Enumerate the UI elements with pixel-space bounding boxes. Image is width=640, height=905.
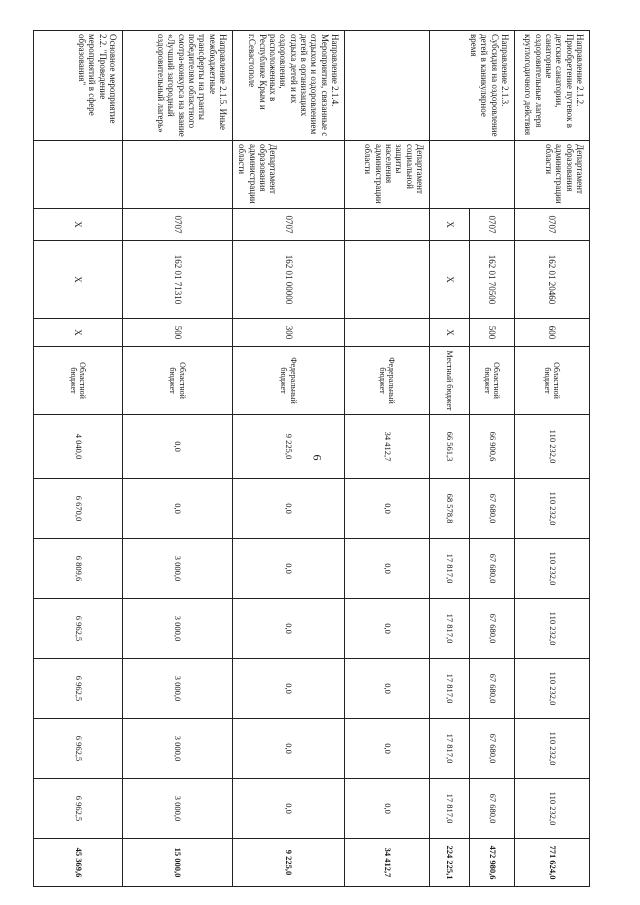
measure-name: Основное мероприятие 2.2. "Проведение мероприятий в сфере образования"	[34, 31, 123, 141]
grbs-code: 0707	[123, 209, 233, 241]
year-value: 3 000,0	[123, 599, 233, 659]
grbs-code: X	[430, 209, 470, 241]
csr-code: X	[430, 241, 470, 319]
measure-name: Направление 2.1.4. Мероприятия, связанные с отдыхом и оздоровлением детей в организациях отдыха детей и их оздоровления, расположенных в Республике Крым и г.Севастополе	[233, 31, 345, 141]
year-value: 6 809,6	[34, 539, 123, 599]
year-value: 0,0	[233, 539, 345, 599]
year-value: 0,0	[345, 599, 430, 659]
year-value: 0,0	[345, 719, 430, 779]
funding-source: Местный бюджет	[430, 347, 470, 415]
year-value: 0,0	[233, 659, 345, 719]
year-value: 110 232,0	[515, 479, 590, 539]
year-value: 6 962,5	[34, 659, 123, 719]
responsible-executor: Департамент образования администрации области	[515, 141, 590, 209]
year-value: 0,0	[345, 659, 430, 719]
year-value: 110 232,0	[515, 659, 590, 719]
year-value: 3 000,0	[123, 539, 233, 599]
responsible-executor: Департамент социальной защиты населения администрации области	[345, 141, 430, 209]
year-value: 0,0	[233, 779, 345, 839]
page-number: 6	[310, 454, 325, 461]
year-value: 110 232,0	[515, 415, 590, 479]
year-value: 67 680,0	[470, 599, 515, 659]
year-value: 0,0	[345, 539, 430, 599]
vr-code: X	[34, 319, 123, 347]
total-value: 9 225,0	[233, 839, 345, 887]
table-row	[345, 31, 430, 887]
year-value: 3 000,0	[123, 779, 233, 839]
funding-source: Областной бюджет	[123, 347, 233, 415]
program-funding-table	[33, 30, 590, 887]
year-value: 3 000,0	[123, 719, 233, 779]
year-value: 67 680,0	[470, 479, 515, 539]
responsible-executor: Департамент образования администрации области	[233, 141, 345, 209]
table-row	[470, 31, 515, 887]
grbs-code: X	[34, 209, 123, 241]
total-value: 45 369,6	[34, 839, 123, 887]
year-value: 6 670,0	[34, 479, 123, 539]
rotated-table-wrapper	[34, 30, 590, 886]
csr-code: 162 01 71310	[123, 241, 233, 319]
vr-code: 600	[515, 319, 590, 347]
measure-name: Направление 2.1.3. Субсидия на оздоровление детей в каникулярное время	[430, 31, 515, 141]
year-value: 3 000,0	[123, 659, 233, 719]
funding-source: Федеральный бюджет	[233, 347, 345, 415]
year-value: 110 232,0	[515, 719, 590, 779]
vr-code: X	[430, 319, 470, 347]
year-value: 66 900,6	[470, 415, 515, 479]
total-value: 771 624,0	[515, 839, 590, 887]
year-value: 0,0	[233, 719, 345, 779]
responsible-executor	[430, 141, 515, 209]
funding-source: Федеральный бюджет	[345, 347, 430, 415]
year-value: 0,0	[345, 479, 430, 539]
year-value: 9 225,0	[233, 415, 345, 479]
year-value: 17 817,0	[430, 599, 470, 659]
csr-code	[345, 241, 430, 319]
year-value: 67 680,0	[470, 539, 515, 599]
funding-source: Областной бюджет	[34, 347, 123, 415]
grbs-code	[345, 209, 430, 241]
responsible-executor	[123, 141, 233, 209]
year-value: 0,0	[233, 479, 345, 539]
total-value: 15 000,0	[123, 839, 233, 887]
measure-name: Направление 2.1.2. Приобретение путевок в детские санатории, санаторные оздоровительные лагеря круглогодичного действия	[515, 31, 590, 141]
year-value: 0,0	[233, 599, 345, 659]
table-row	[34, 31, 123, 887]
year-value: 4 040,0	[34, 415, 123, 479]
year-value: 17 817,0	[430, 659, 470, 719]
year-value: 68 578,8	[430, 479, 470, 539]
year-value: 110 232,0	[515, 599, 590, 659]
year-value: 6 962,5	[34, 599, 123, 659]
year-value: 67 680,0	[470, 719, 515, 779]
grbs-code: 0707	[515, 209, 590, 241]
year-value: 110 232,0	[515, 539, 590, 599]
vr-code	[345, 319, 430, 347]
total-value: 472 980,6	[470, 839, 515, 887]
table-row	[233, 31, 345, 887]
year-value: 0,0	[345, 779, 430, 839]
responsible-executor	[34, 141, 123, 209]
total-value: 224 225,1	[430, 839, 470, 887]
table-row	[123, 31, 233, 887]
year-value: 34 412,7	[345, 415, 430, 479]
vr-code: 500	[123, 319, 233, 347]
measure-name-continued	[345, 31, 430, 141]
year-value: 67 680,0	[470, 659, 515, 719]
year-value: 66 561,3	[430, 415, 470, 479]
year-value: 67 680,0	[470, 779, 515, 839]
measure-name: Направление 2.1.5. Иные межбюджетные трансферты на гранты победителям областного смотра-конкурса на звание «Лучший загородный оздоровительный лагерь»	[123, 31, 233, 141]
csr-code: 162 01 20460	[515, 241, 590, 319]
vr-code: 500	[470, 319, 515, 347]
year-value: 17 817,0	[430, 719, 470, 779]
csr-code: 162 01 00000	[233, 241, 345, 319]
funding-source: Областной бюджет	[470, 347, 515, 415]
year-value: 0,0	[123, 415, 233, 479]
total-value: 34 412,7	[345, 839, 430, 887]
year-value: 17 817,0	[430, 539, 470, 599]
year-value: 6 962,5	[34, 719, 123, 779]
csr-code: X	[34, 241, 123, 319]
grbs-code: 0707	[233, 209, 345, 241]
year-value: 110 232,0	[515, 779, 590, 839]
year-value: 0,0	[123, 479, 233, 539]
csr-code: 162 01 70500	[470, 241, 515, 319]
funding-source: Областной бюджет	[515, 347, 590, 415]
year-value: 17 817,0	[430, 779, 470, 839]
grbs-code: 0707	[470, 209, 515, 241]
vr-code: 300	[233, 319, 345, 347]
year-value: 6 962,5	[34, 779, 123, 839]
table-row	[515, 31, 590, 887]
